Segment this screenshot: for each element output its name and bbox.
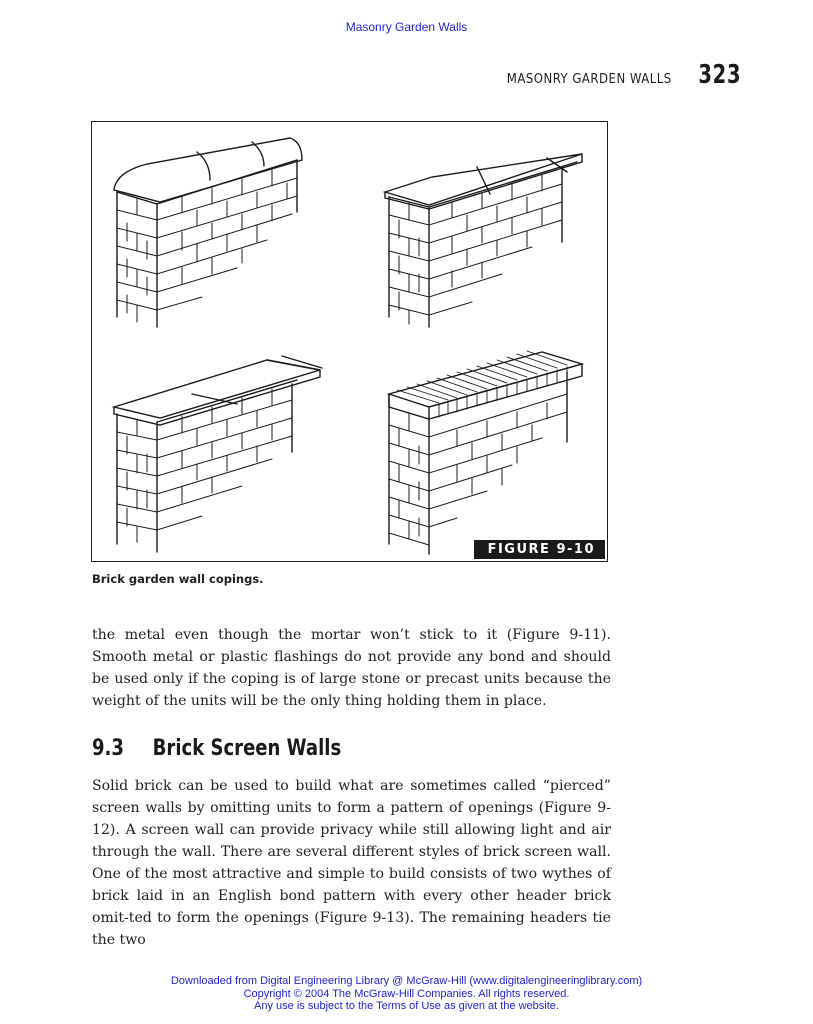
- section-heading: [92, 736, 341, 761]
- wall-copings-illustration: [92, 122, 606, 560]
- figure-9-10: [91, 121, 608, 562]
- figure-label: FIGURE 9-10: [474, 540, 605, 559]
- figure-caption: Brick garden wall copings.: [92, 572, 264, 586]
- wall-rowlock-coping: [389, 351, 582, 554]
- footer-copyright: Copyright © 2004 The McGraw-Hill Companies. All rights reserved.: [243, 987, 570, 1000]
- wall-flat-coping: [114, 356, 322, 552]
- paragraph-1: the metal even though the mortar won’t stick to it (Figure 9-11). Smooth metal or plastic flashings do not provide any bond and should be used only if the coping is of large stone or precast units because the weight of the units will be the only thing holding them in place.: [92, 627, 611, 709]
- wall-rounded-coping: [114, 138, 302, 327]
- footer: [0, 975, 813, 1013]
- wall-peaked-coping: [385, 154, 582, 327]
- running-head: [507, 60, 741, 90]
- top-link[interactable]: Masonry Garden Walls: [345, 20, 468, 34]
- footer-terms[interactable]: Any use is subject to the Terms of Use as given at the website.: [254, 1000, 559, 1012]
- section-title: Brick Screen Walls: [152, 736, 342, 761]
- paragraph-2: Solid brick can be used to build what are sometimes called “pierced” screen walls by omitting units to form a pattern of openings (Figure 9-12). A screen wall can provide privacy while still allowing light and air through the wall. There are several different styles of brick screen wall. One of the most attractive and simple to build consists of two wythes of brick laid in an English bond pattern with every other header brick omit-ted to form the openings (Figure 9-13). The remaining headers tie the two: [92, 778, 611, 948]
- section-number: 9.3: [92, 736, 124, 761]
- footer-download-link[interactable]: Downloaded from Digital Engineering Library @ McGraw-Hill (www.digitalengineeringlibrary.com): [170, 975, 643, 987]
- page-number: 323: [698, 60, 741, 90]
- running-title: MASONRY GARDEN WALLS: [506, 72, 672, 87]
